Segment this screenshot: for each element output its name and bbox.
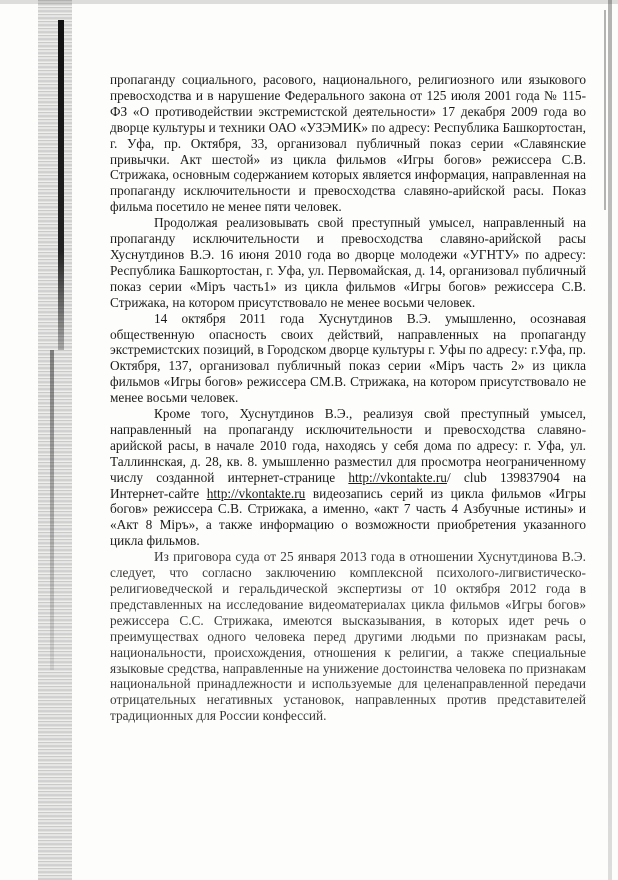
paragraph-4-part-2: / club 139837904 на Интернет-сайте: [110, 469, 586, 501]
paragraph-5: Из приговора суда от 25 января 2013 года в отношении Хуснутдинова В.Э. следует, что согласно заключению комплексной психолого-лигвистическо-религиоведческой и геральдической экспертизы от 10 октября 2012 года в представленных на исследование видеоматериалах цикла фильмов «Игры богов» режиссера С.С. Стрижака, имеются высказывания, в которых идет речь о преимуществах одного человека перед другими людьми по признакам расы, национальности, происхождения, отношения к религии, а также специальные языковые средства, направленные на унижение достоинства человека по признакам национальной принадлежности и используемые для целенаправленной передачи отрицательных негативных установок, направленных против представителей традиционных для России конфессий.: [110, 549, 586, 724]
paragraph-2: Продолжая реализовывать свой преступный умысел, направленный на пропаганду исключительности и превосходства славяно-арийской расы Хуснутдинов В.Э. 16 июня 2010 года во дворце молодежи «УГНТУ» по адресу: Республика Башкортостан, г. Уфа, ул. Первомайская, д. 14, организовал публичный показ серии «Міръ часть1» из цикла фильмов «Игры богов» режиссера С.В. Стрижака, на котором присутствовало не менее восьми человек.: [110, 215, 586, 310]
paragraph-1: пропаганду социального, расового, национального, религиозного или языкового превосходства и в нарушение Федерального закона от 125 июля 2001 года № 115-ФЗ «О противодействии экстремистской деятельности» 17 декабря 2009 года во дворце культуры и техники ОАО «УЗЭМИК» по адресу: Республика Башкортостан, г. Уфа, пр. Октября, 33, организовал публичный показ серии «Славянские привычки. Акт шестой» из цикла фильмов «Игры богов» режиссера С.В. Стрижака, основным содержанием которых является информация, направленная на пропаганду исключительности и превосходства славяно-арийской расы. Показ фильма посетило не менее пяти человек.: [110, 72, 586, 215]
paragraph-4-part-3: видеозапись серий из цикла фильмов «Игры богов» режиссера С.В. Стрижака, а именно, «акт 7 часть 4 Азбучные истины» и «Акт 8 Міръ», а также информацию о возможности приобретения указанного цикла фильмов.: [110, 485, 586, 549]
document-body: [110, 72, 586, 724]
binding-shadow-mid: [50, 350, 54, 670]
vkontakte-link-2[interactable]: http://vkontakte.ru: [206, 485, 306, 501]
vkontakte-link-1[interactable]: http://vkontakte.ru: [348, 469, 447, 485]
paragraph-3: 14 октября 2011 года Хуснутдинов В.Э. умышленно, осознавая общественную опасность своих действий, направленных на пропаганду экстремистских позиций, в Городском дворце культуры г. Уфы по адресу: г.Уфа, пр. Октября, 137, организовал публичный показ серии «Міръ часть 2» из цикла фильмов «Игры богов» режиссера СМ.В. Стрижака, на котором присутствовало не менее восьми человек.: [110, 310, 586, 406]
paragraph-4-part-1: Кроме того, Хуснутдинов В.Э., реализуя свой преступный умысел, направленный на пропаганду исключительности и превосходства славяно-арийской расы, в начале 2010 года, находясь у себя дома по адресу: г. Уфа, ул. Таллиннская, д. 28, кв. 8. умышленно разместил для просмотра неограниченному числу созданной интернет-странице: [110, 406, 586, 485]
right-edge-shadow: [608, 0, 612, 880]
binding-shadow: [38, 0, 72, 880]
right-edge-mark: [604, 10, 606, 210]
paragraph-4: [110, 406, 586, 549]
binding-shadow-dark: [58, 20, 64, 350]
scan-top-shadow: [0, 0, 618, 4]
